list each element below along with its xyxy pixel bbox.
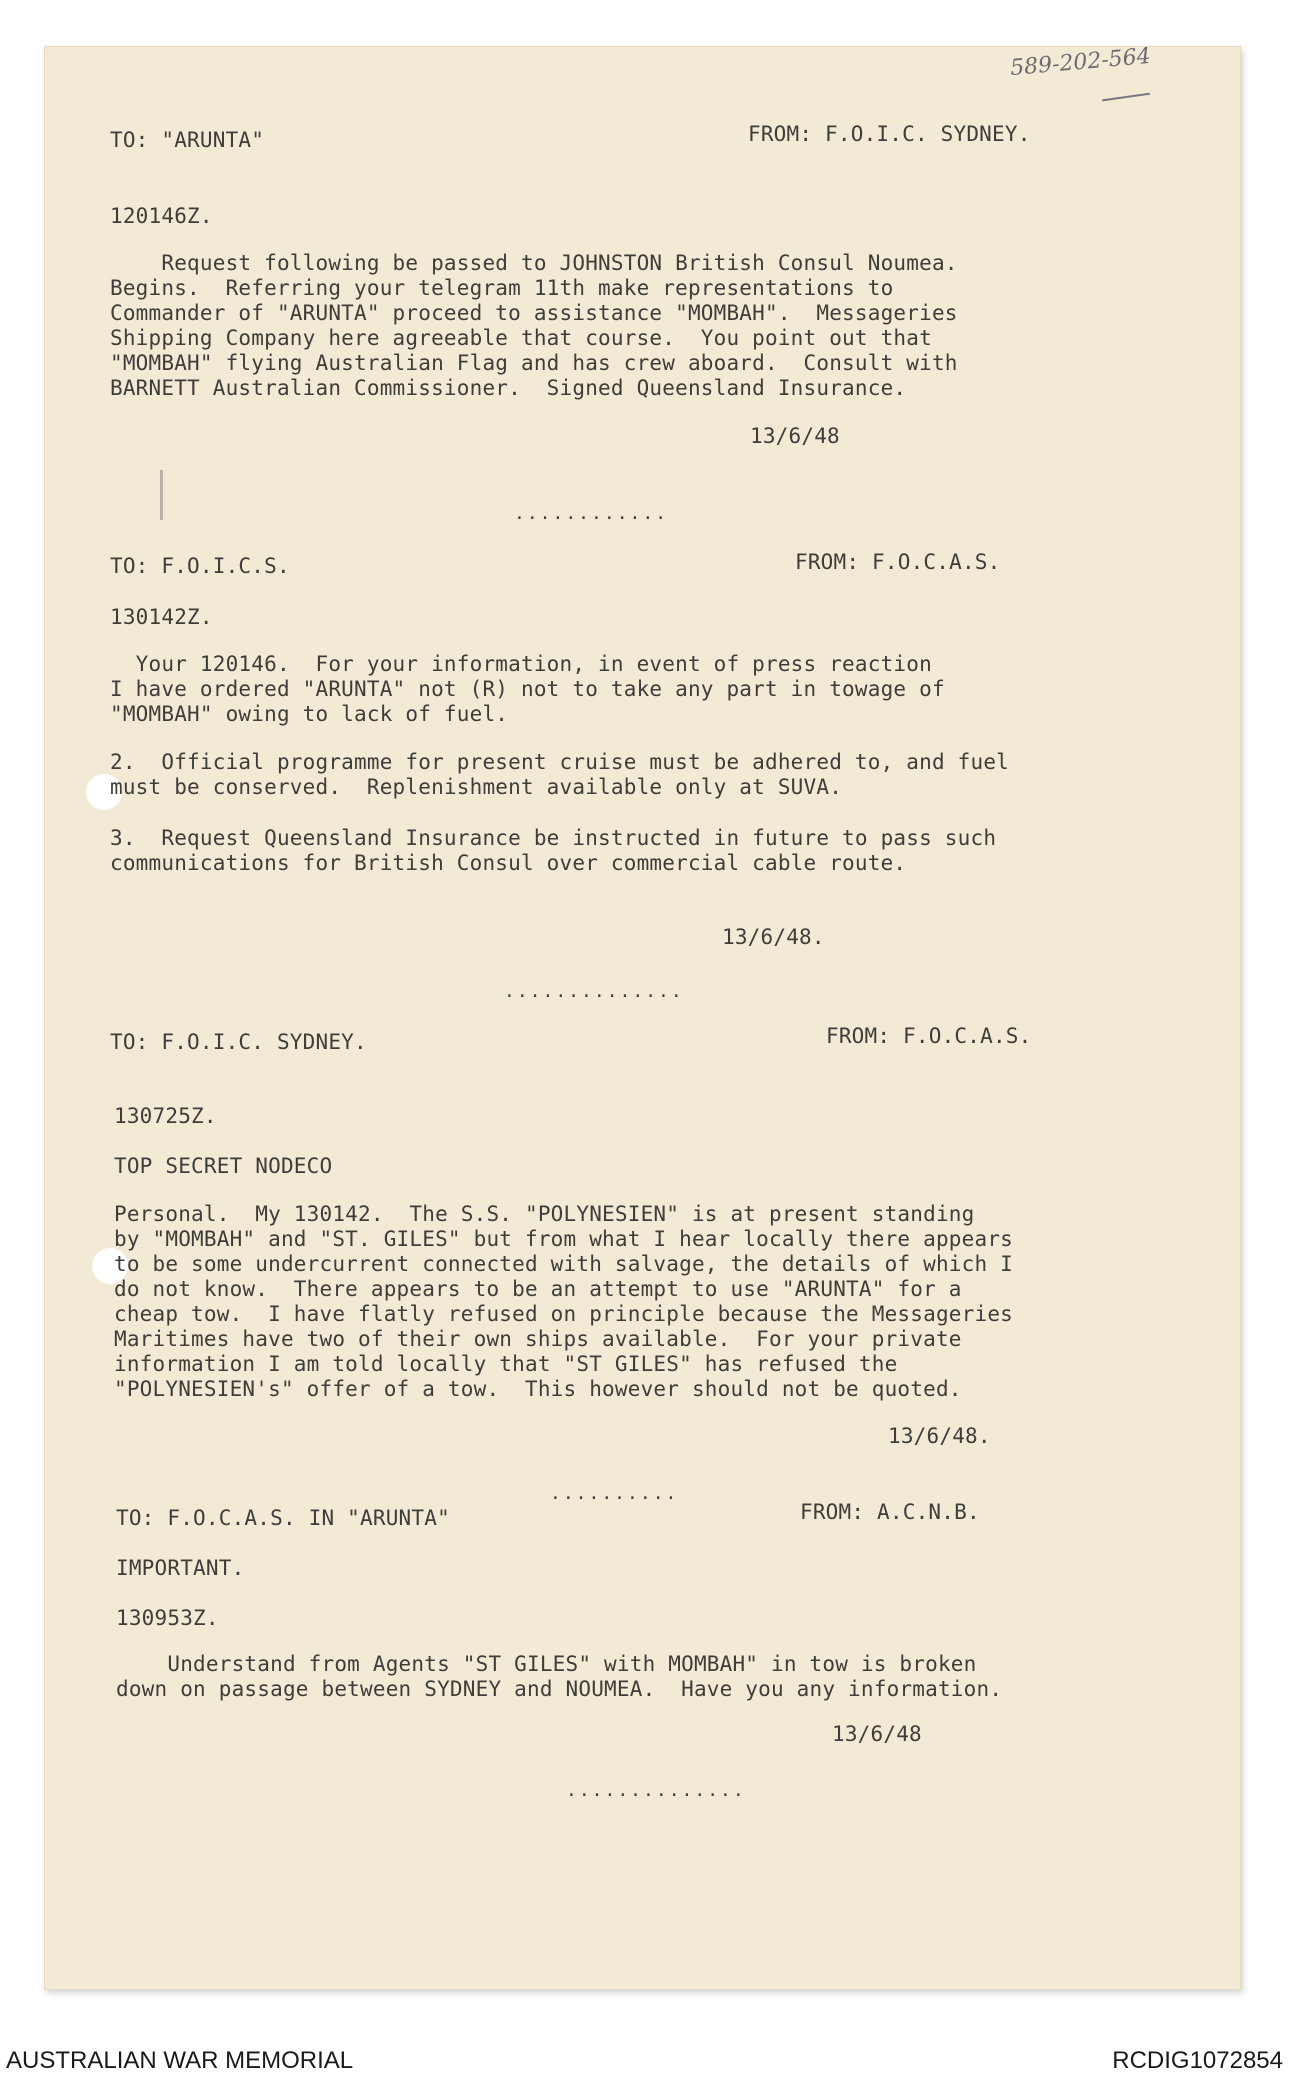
message-2-to: TO: F.O.I.C.S. <box>110 554 290 578</box>
message-3-dtg: 130725Z. <box>114 1104 217 1128</box>
message-4-from: FROM: A.C.N.B. <box>800 1500 980 1524</box>
separator-1: ............ <box>514 503 669 524</box>
message-2-para-2-line: must be conserved. Replenishment available only at SUVA. <box>110 775 843 799</box>
separator-3: .......... <box>550 1483 679 1504</box>
message-1-date: 13/6/48 <box>750 424 840 448</box>
message-1-from: FROM: F.O.I.C. SYDNEY. <box>748 122 1031 146</box>
message-3-from: FROM: F.O.C.A.S. <box>826 1024 1032 1048</box>
message-2-para-3-line: communications for British Consul over commercial cable route. <box>110 851 907 875</box>
message-4-date: 13/6/48 <box>832 1722 922 1746</box>
footer-catalogue-id: RCDIG1072854 <box>1112 2047 1283 2074</box>
message-4-body <box>116 1652 1002 1702</box>
message-2-dtg: 130142Z. <box>110 605 213 629</box>
message-1-body-line: "MOMBAH" flying Australian Flag and has crew aboard. Consult with <box>110 351 958 375</box>
message-2-para-1-line: "MOMBAH" owing to lack of fuel. <box>110 702 509 726</box>
message-1-body-line: Shipping Company here agreeable that course. You point out that <box>110 326 932 350</box>
footer-institution: AUSTRALIAN WAR MEMORIAL <box>6 2047 354 2074</box>
message-1-body-line: Commander of "ARUNTA" proceed to assistance "MOMBAH". Messageries <box>110 301 958 325</box>
pencil-mark <box>160 470 163 520</box>
message-1-dtg: 120146Z. <box>110 204 213 228</box>
message-3-body-line: Personal. My 130142. The S.S. "POLYNESIEN" is at present standing <box>114 1202 975 1226</box>
message-3-body-line: Maritimes have two of their own ships available. For your private <box>114 1327 962 1351</box>
separator-4: .............. <box>566 1780 746 1801</box>
message-3-body <box>114 1202 1013 1402</box>
message-2-date: 13/6/48. <box>722 925 825 949</box>
message-1-body-line: BARNETT Australian Commissioner. Signed Queensland Insurance. <box>110 376 907 400</box>
message-1-body <box>110 251 958 401</box>
message-3-body-line: by "MOMBAH" and "ST. GILES" but from what I hear locally there appears <box>114 1227 1014 1251</box>
message-1-to: TO: "ARUNTA" <box>110 128 265 152</box>
message-3-body-line: do not know. There appears to be an attempt to use "ARUNTA" for a <box>114 1277 962 1301</box>
message-3-date: 13/6/48. <box>888 1424 991 1448</box>
message-4-to: TO: F.O.C.A.S. IN "ARUNTA" <box>116 1506 450 1530</box>
message-1-body-line: Begins. Referring your telegram 11th make representations to <box>110 276 894 300</box>
message-3-body-line: to be some undercurrent connected with salvage, the details of which I <box>114 1252 1014 1276</box>
message-2-para-1-line: I have ordered "ARUNTA" not (R) not to take any part in towage of <box>110 677 945 701</box>
separator-2: .............. <box>504 981 684 1002</box>
message-3-body-line: cheap tow. I have flatly refused on principle because the Messageries <box>114 1302 1014 1326</box>
message-2-para-1 <box>110 652 945 727</box>
message-4-body-line: down on passage between SYDNEY and NOUMEA. Have you any information. <box>116 1677 1003 1701</box>
message-2-para-3-line: 3. Request Queensland Insurance be instructed in future to pass such <box>110 826 997 850</box>
message-2-from: FROM: F.O.C.A.S. <box>795 550 1001 574</box>
message-3-body-line: "POLYNESIEN's" offer of a tow. This however should not be quoted. <box>114 1377 962 1401</box>
message-2-para-3 <box>110 826 996 876</box>
message-3-body-line: information I am told locally that "ST GILES" has refused the <box>114 1352 898 1376</box>
message-2-para-2 <box>110 750 1009 800</box>
message-4-body-line: Understand from Agents "ST GILES" with MOMBAH" in tow is broken <box>116 1652 977 1676</box>
message-2-para-1-line: Your 120146. For your information, in event of press reaction <box>110 652 932 676</box>
message-4-dtg: 130953Z. <box>116 1606 219 1630</box>
message-3-classification: TOP SECRET NODECO <box>114 1154 333 1178</box>
message-3-to: TO: F.O.I.C. SYDNEY. <box>110 1030 367 1054</box>
message-4-priority: IMPORTANT. <box>116 1556 245 1580</box>
message-2-para-2-line: 2. Official programme for present cruise must be adhered to, and fuel <box>110 750 1010 774</box>
message-1-body-line: Request following be passed to JOHNSTON British Consul Noumea. <box>110 251 958 275</box>
handwritten-reference: 589-202-564 <box>1009 43 1152 82</box>
